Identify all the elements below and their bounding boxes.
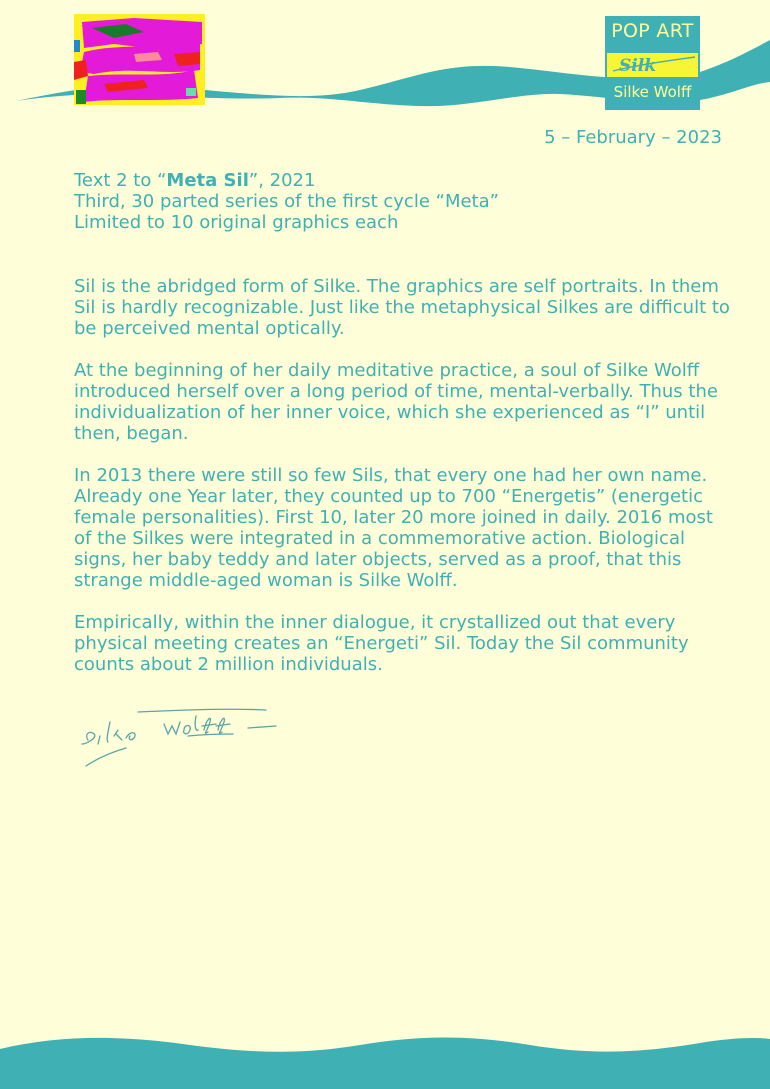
artwork-thumbnail [74, 14, 205, 105]
intro-limited-line: Limited to 10 original graphics each [74, 212, 399, 233]
brand-logo-box [605, 16, 700, 110]
paragraph: Empirically, within the inner dialogue, it crystallized out that every physical meeting creates an “Energeti” Sil. Today the Sil community counts about 2 million individuals. [74, 612, 689, 675]
series-title: Meta Sil [166, 170, 249, 191]
footer-wave [0, 1029, 770, 1089]
paragraph: At the beginning of her daily meditative practice, a soul of Silke Wolff introduced herself over a long period of time, mental-verbally. Thus the individualization of her inner voice, which she experienced as “I” until then, began. [74, 360, 718, 444]
brand-title: POP ART [611, 20, 694, 42]
intro-block [74, 170, 724, 233]
intro-title: Text 2 to “Meta Sil”, 2021 [74, 170, 316, 191]
paragraph: Sil is the abridged form of Silke. The graphics are self portraits. In them Sil is hardly recognizable. Just like the metaphysical Silkes are difficult to be perceived mental optically. [74, 276, 730, 339]
svg-text:Silk: Silk [619, 56, 656, 76]
paragraph: In 2013 there were still so few Sils, that every one had her own name. Already one Year later, they counted up to 700 “Energetis” (energetic female personalities). First 10, later 20 more joined in daily. 2016 most of the Silkes were integrated in a commemorative action. Biological signs, her baby teddy and later objects, served as a proof, that this strange middle-aged woman is Silke Wolff. [74, 465, 713, 591]
silk-logo [607, 53, 698, 77]
intro-series-line: Third, 30 parted series of the first cycle “Meta” [74, 191, 499, 212]
document-date: 5 – February – 2023 [544, 127, 722, 148]
signature [78, 700, 283, 775]
silk-logo-mark [607, 53, 698, 77]
body-text [74, 276, 734, 696]
brand-name: Silke Wolff [613, 83, 692, 101]
